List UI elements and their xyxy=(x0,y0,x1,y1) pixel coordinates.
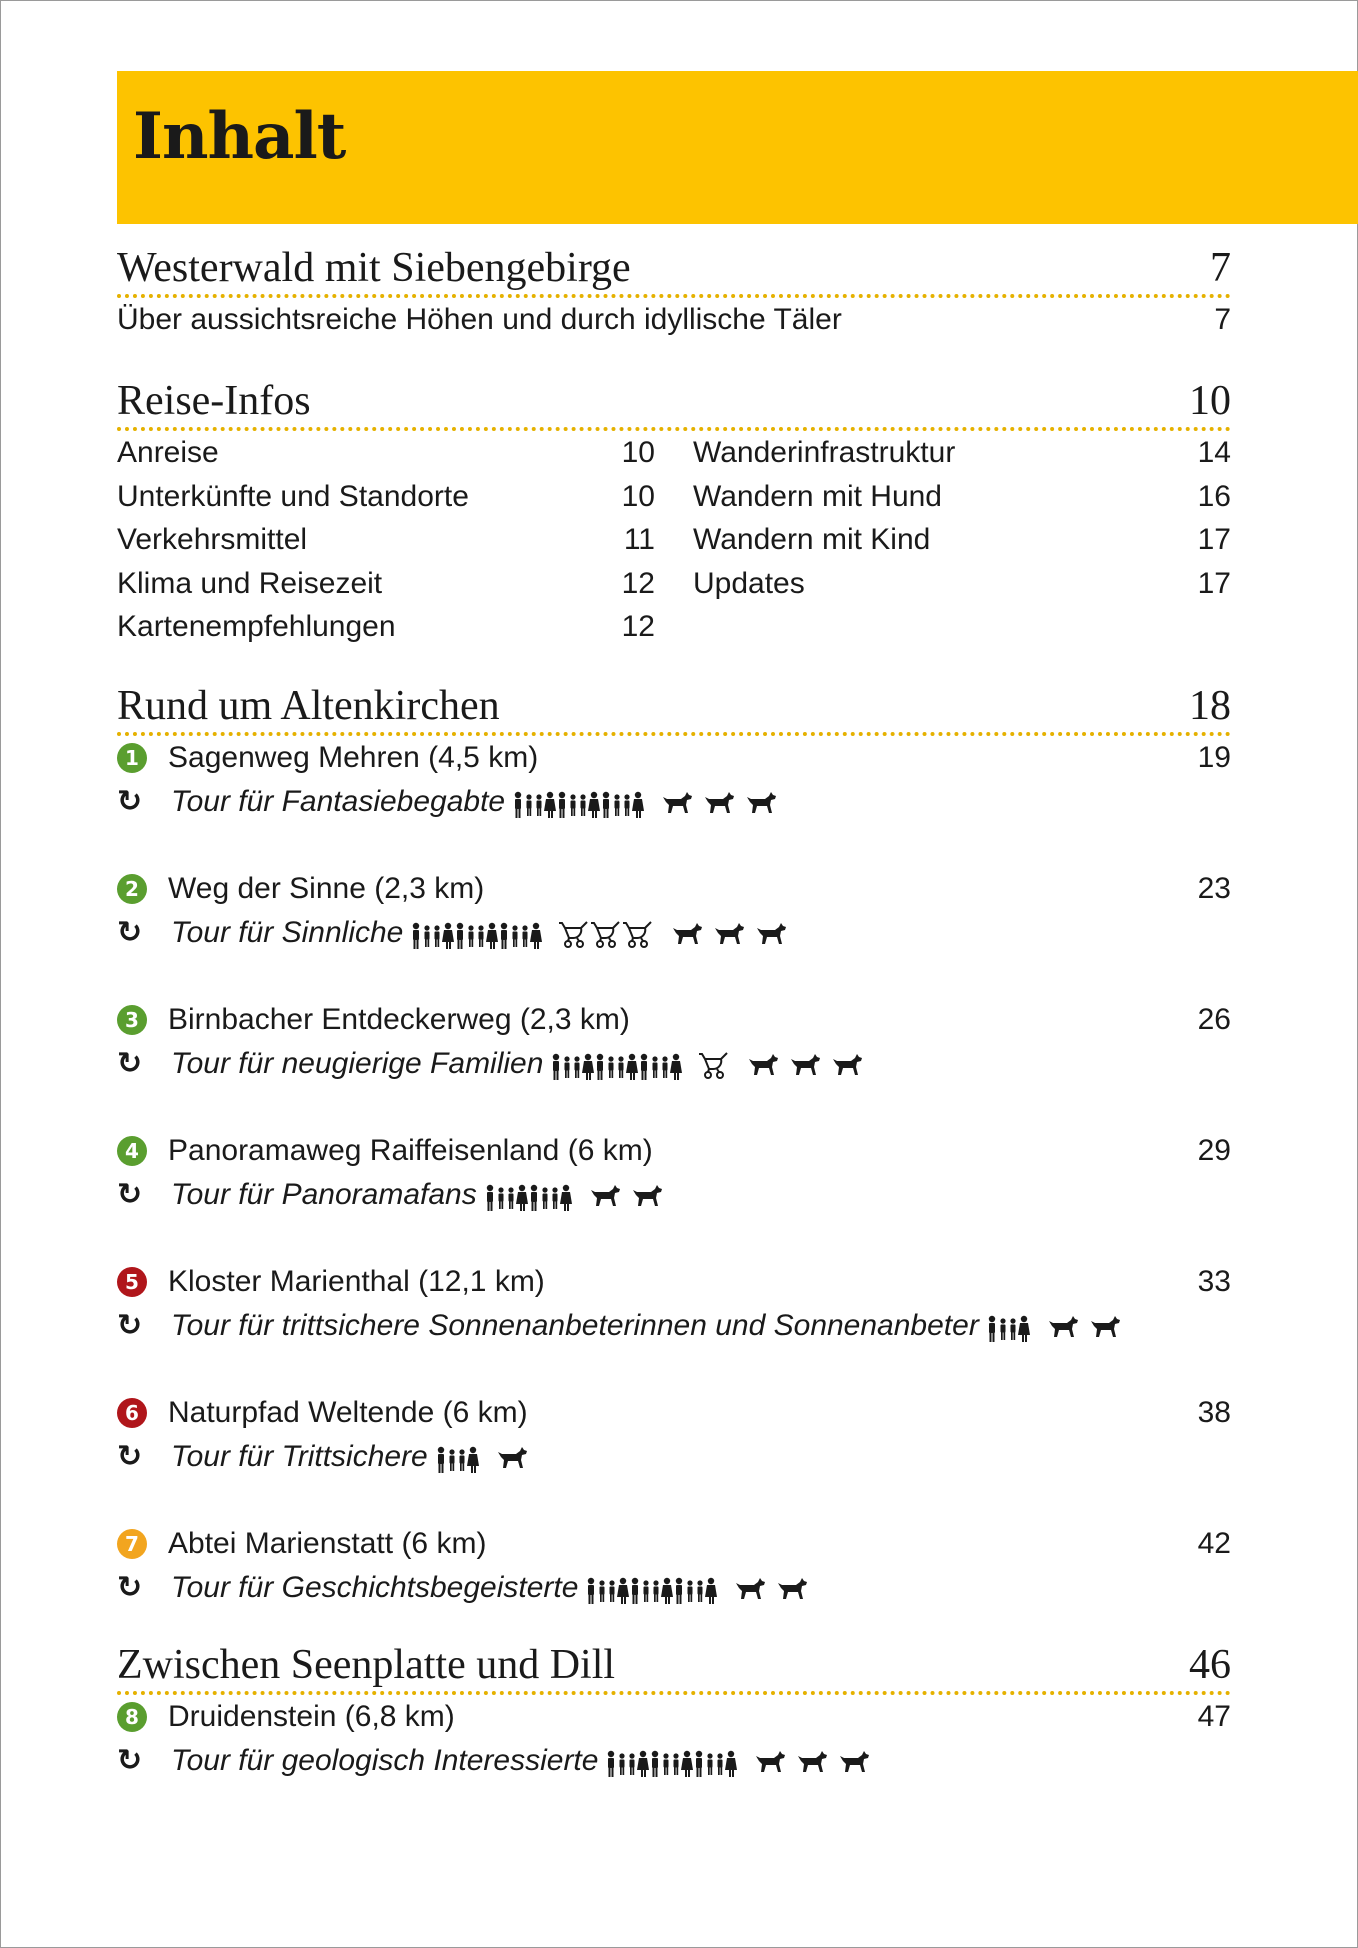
section-page: 7 xyxy=(1210,245,1231,291)
tour-page: 19 xyxy=(1197,741,1231,774)
header-band xyxy=(117,71,1358,224)
family-icon xyxy=(455,917,499,950)
tour-number-badge: 4 xyxy=(117,1136,147,1166)
dog-icon xyxy=(745,786,777,819)
dog-rating xyxy=(496,1436,538,1480)
loop-arrow-icon: ↻ xyxy=(117,1176,143,1212)
section-page: 46 xyxy=(1189,1642,1231,1688)
tour-subtitle-line xyxy=(117,1173,1231,1217)
family-icon xyxy=(694,1745,738,1778)
tour-rating-icons xyxy=(411,912,799,956)
loop-arrow-icon: ↻ xyxy=(117,1045,143,1081)
loop-arrow-icon: ↻ xyxy=(117,1742,143,1778)
page-title: Inhalt xyxy=(133,99,346,174)
dog-icon xyxy=(1089,1310,1121,1343)
family-icon xyxy=(586,1572,630,1605)
tour-number-badge: 5 xyxy=(117,1267,147,1297)
entry-page: 11 xyxy=(623,523,655,556)
tour-title-line xyxy=(117,1522,1231,1566)
tour-entry[interactable] xyxy=(117,1695,1231,1826)
tour-title-line xyxy=(117,1391,1231,1435)
entry-page: 16 xyxy=(1197,479,1231,513)
section-westerwald xyxy=(117,245,1231,342)
tour-entry[interactable] xyxy=(117,1391,1231,1522)
section-title: Rund um Altenkirchen xyxy=(117,683,500,729)
dog-rating xyxy=(589,1174,673,1218)
dog-rating xyxy=(1047,1305,1131,1349)
section-header[interactable] xyxy=(117,245,1231,298)
family-rating xyxy=(436,1436,480,1480)
tour-subtitle-line xyxy=(117,780,1231,824)
tour-rating-icons xyxy=(987,1305,1133,1349)
loop-arrow-icon: ↻ xyxy=(117,1438,143,1474)
loop-arrow-icon: ↻ xyxy=(117,914,143,950)
dog-icon xyxy=(755,917,787,950)
dog-icon xyxy=(776,1572,808,1605)
tour-number-badge: 3 xyxy=(117,1005,147,1035)
entry-page: 17 xyxy=(1197,566,1231,600)
tour-subtitle-line xyxy=(117,1739,1231,1783)
tour-number-badge: 1 xyxy=(117,743,147,773)
dog-icon xyxy=(1047,1310,1079,1343)
tour-page: 29 xyxy=(1197,1134,1231,1167)
tour-name: Kloster Marienthal (12,1 km) xyxy=(168,1265,545,1298)
dog-icon xyxy=(496,1441,528,1474)
tour-page: 26 xyxy=(1197,1003,1231,1036)
section-page: 18 xyxy=(1189,683,1231,729)
entry-page: 14 xyxy=(1197,436,1231,469)
entry-page: 10 xyxy=(621,436,655,469)
tour-title-line xyxy=(117,1695,1231,1739)
tour-name: Druidenstein (6,8 km) xyxy=(168,1700,455,1733)
family-rating xyxy=(606,1740,738,1784)
toc-entry[interactable] xyxy=(117,518,655,562)
dog-icon xyxy=(713,917,745,950)
tour-list xyxy=(117,1695,1231,1826)
tour-page: 33 xyxy=(1197,1265,1231,1298)
tour-subtitle-text: Tour für neugierige Familien xyxy=(171,1046,544,1080)
toc-entry[interactable] xyxy=(693,475,1231,519)
toc-entry[interactable] xyxy=(117,298,1231,342)
dog-rating xyxy=(671,912,797,956)
tour-name: Weg der Sinne (2,3 km) xyxy=(168,872,485,905)
entry-label: Updates xyxy=(693,566,805,600)
family-rating xyxy=(551,1043,683,1087)
tour-title-line xyxy=(117,1260,1231,1304)
tour-entry[interactable] xyxy=(117,998,1231,1129)
tour-list xyxy=(117,736,1231,1653)
tour-subtitle xyxy=(171,1042,875,1087)
toc-entry[interactable] xyxy=(117,431,655,475)
family-icon xyxy=(499,917,543,950)
entry-label: Verkehrsmittel xyxy=(117,523,308,556)
family-icon xyxy=(595,1048,639,1081)
section-title: Reise-Infos xyxy=(117,378,311,424)
entry-label: Kartenempfehlungen xyxy=(117,610,396,643)
stroller-rating xyxy=(559,912,655,956)
tour-subtitle xyxy=(171,1566,820,1611)
tour-subtitle xyxy=(171,911,799,956)
family-icon xyxy=(551,1048,595,1081)
family-icon xyxy=(436,1441,480,1474)
family-icon xyxy=(513,786,557,819)
tour-page: 47 xyxy=(1197,1700,1231,1733)
dog-icon xyxy=(838,1745,870,1778)
dog-icon xyxy=(789,1048,821,1081)
left-column xyxy=(117,431,655,649)
tour-subtitle-line xyxy=(117,1042,1231,1086)
tour-subtitle-text: Tour für Sinnliche xyxy=(171,915,404,949)
tour-subtitle xyxy=(171,1173,675,1218)
tour-entry[interactable] xyxy=(117,867,1231,998)
tour-name: Panoramaweg Raiffeisenland (6 km) xyxy=(168,1134,653,1167)
toc-entry[interactable] xyxy=(693,562,1231,606)
tour-subtitle-text: Tour für Geschichtsbegeisterte xyxy=(171,1570,579,1604)
entry-page: 10 xyxy=(621,479,655,513)
dog-rating xyxy=(754,1740,880,1784)
section-header[interactable] xyxy=(117,378,1231,431)
dog-icon xyxy=(796,1745,828,1778)
toc-entry[interactable] xyxy=(693,518,1231,562)
section-title: Zwischen Seenplatte und Dill xyxy=(117,1642,616,1688)
family-rating xyxy=(586,1567,718,1611)
entry-label: Klima und Reisezeit xyxy=(117,566,383,600)
tour-entry[interactable] xyxy=(117,1129,1231,1260)
toc-entry[interactable] xyxy=(117,605,655,649)
stroller-icon xyxy=(559,917,591,950)
family-rating xyxy=(987,1305,1031,1349)
entry-label: Anreise xyxy=(117,436,219,469)
tour-name: Birnbacher Entdeckerweg (2,3 km) xyxy=(168,1003,630,1036)
tour-title-line xyxy=(117,736,1231,780)
right-column xyxy=(693,431,1231,605)
tour-name: Abtei Marienstatt (6 km) xyxy=(168,1527,487,1560)
family-icon xyxy=(485,1179,529,1212)
tour-subtitle-text: Tour für geologisch Interessierte xyxy=(171,1743,599,1777)
tour-subtitle-line xyxy=(117,1304,1231,1348)
section-header[interactable] xyxy=(117,1642,1231,1695)
family-icon xyxy=(529,1179,573,1212)
tour-rating-icons xyxy=(586,1567,820,1611)
entry-page: 12 xyxy=(621,610,655,643)
section-header[interactable] xyxy=(117,683,1231,736)
dog-rating xyxy=(661,781,787,825)
family-icon xyxy=(650,1745,694,1778)
family-icon xyxy=(674,1572,718,1605)
family-icon xyxy=(601,786,645,819)
tour-subtitle-text: Tour für Panoramafans xyxy=(171,1177,477,1211)
tour-number-badge: 8 xyxy=(117,1702,147,1732)
tour-number-badge: 6 xyxy=(117,1398,147,1428)
stroller-rating xyxy=(699,1043,731,1087)
tour-entry[interactable] xyxy=(117,1260,1231,1391)
tour-subtitle-line xyxy=(117,1566,1231,1610)
dog-icon xyxy=(747,1048,779,1081)
tour-subtitle xyxy=(171,1304,1133,1349)
stroller-icon xyxy=(699,1048,731,1081)
family-icon xyxy=(606,1745,650,1778)
tour-entry[interactable] xyxy=(117,1522,1231,1653)
family-icon xyxy=(411,917,455,950)
stroller-icon xyxy=(623,917,655,950)
tour-subtitle-text: Tour für trittsichere Sonnenanbeterinnen und Sonnenanbeter xyxy=(171,1308,979,1342)
loop-arrow-icon: ↻ xyxy=(117,783,143,819)
section-seenplatte-dill xyxy=(117,1642,1231,1826)
section-title: Westerwald mit Siebengebirge xyxy=(117,245,631,291)
tour-subtitle-text: Tour für Trittsichere xyxy=(171,1439,428,1473)
family-rating xyxy=(513,781,645,825)
tour-page: 23 xyxy=(1197,872,1231,905)
loop-arrow-icon: ↻ xyxy=(117,1569,143,1605)
family-rating xyxy=(485,1174,573,1218)
tour-number-badge: 7 xyxy=(117,1529,147,1559)
dog-icon xyxy=(589,1179,621,1212)
toc-entry[interactable] xyxy=(117,562,655,606)
tour-subtitle xyxy=(171,1739,882,1784)
entry-label: Unterkünfte und Standorte xyxy=(117,479,469,513)
family-icon xyxy=(987,1310,1031,1343)
family-icon xyxy=(630,1572,674,1605)
dog-rating xyxy=(734,1567,818,1611)
entry-label: Wanderinfrastruktur xyxy=(693,436,956,469)
tour-title-line xyxy=(117,1129,1231,1173)
tour-subtitle-text: Tour für Fantasiebegabte xyxy=(171,784,506,818)
dog-icon xyxy=(831,1048,863,1081)
tour-rating-icons xyxy=(485,1174,675,1218)
dog-icon xyxy=(703,786,735,819)
dog-icon xyxy=(671,917,703,950)
family-rating xyxy=(411,912,543,956)
loop-arrow-icon: ↻ xyxy=(117,1307,143,1343)
tour-entry[interactable] xyxy=(117,736,1231,867)
section-page: 10 xyxy=(1189,378,1231,424)
tour-rating-icons xyxy=(551,1043,875,1087)
tour-title-line xyxy=(117,867,1231,911)
tour-subtitle-line xyxy=(117,911,1231,955)
dog-rating xyxy=(747,1043,873,1087)
entry-page: 17 xyxy=(1197,523,1231,556)
toc-entry[interactable] xyxy=(117,475,655,519)
section-reise-infos xyxy=(117,378,1231,643)
tour-subtitle xyxy=(171,1435,540,1480)
tour-name: Sagenweg Mehren (4,5 km) xyxy=(168,741,539,774)
tour-rating-icons xyxy=(436,1436,540,1480)
entry-label: Wandern mit Kind xyxy=(693,523,931,556)
entry-page: 7 xyxy=(1214,303,1231,336)
tour-rating-icons xyxy=(606,1740,882,1784)
entry-label: Wandern mit Hund xyxy=(693,479,942,513)
tour-rating-icons xyxy=(513,781,789,825)
tour-page: 38 xyxy=(1197,1396,1231,1429)
family-icon xyxy=(639,1048,683,1081)
dog-icon xyxy=(734,1572,766,1605)
entry-page: 12 xyxy=(621,566,655,600)
tour-title-line xyxy=(117,998,1231,1042)
tour-name: Naturpfad Weltende (6 km) xyxy=(168,1396,528,1429)
dog-icon xyxy=(631,1179,663,1212)
family-icon xyxy=(557,786,601,819)
toc-entry[interactable] xyxy=(693,431,1231,475)
stroller-icon xyxy=(591,917,623,950)
tour-subtitle xyxy=(171,780,789,825)
tour-page: 42 xyxy=(1197,1527,1231,1560)
section-altenkirchen xyxy=(117,683,1231,1653)
entry-label: Über aussichtsreiche Höhen und durch idyllische Täler xyxy=(117,303,842,336)
dog-icon xyxy=(661,786,693,819)
tour-subtitle-line xyxy=(117,1435,1231,1479)
tour-number-badge: 2 xyxy=(117,874,147,904)
dog-icon xyxy=(754,1745,786,1778)
